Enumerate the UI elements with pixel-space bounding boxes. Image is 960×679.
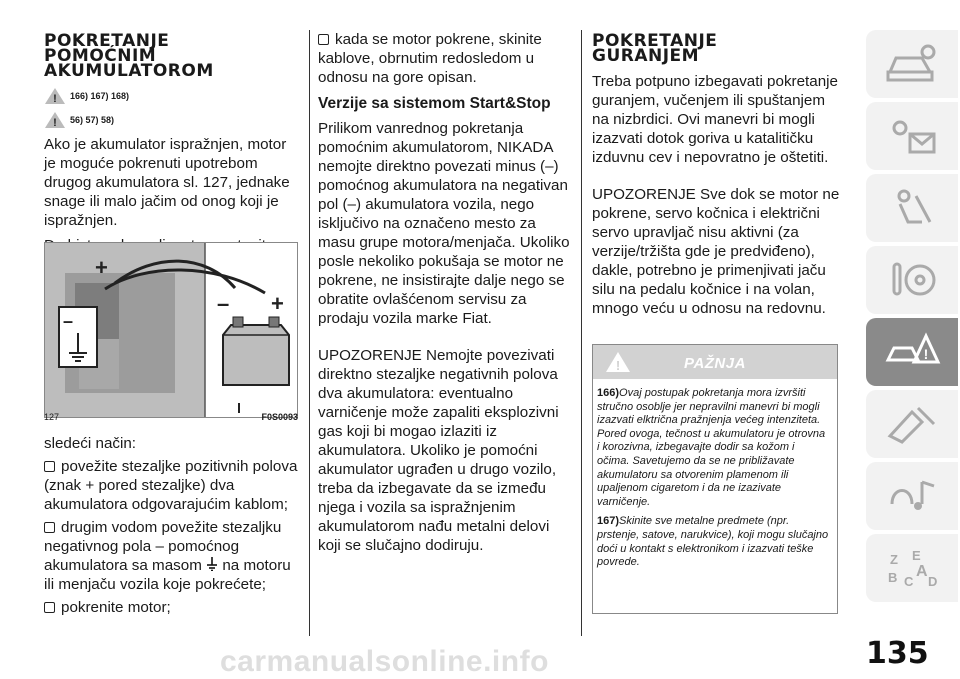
section-title: POKRETANJE POMOĆNIM AKUMULATOROM bbox=[44, 31, 214, 81]
svg-text:!: ! bbox=[53, 117, 57, 129]
paragraph: UPOZORENJE Nemojte povezivati direktno stezaljke negativnih polova dva akumulatora: eventualno varničenje može zapaliti eksplozivni gas koji bi mogao izlaziti iz akumulatora. Ukoliko je pomoćni akumulator ugrađen u drugo vozilo, treba da izbegavate da se između njega i vozila sa ispražnjenim akumulatorom nađu metalni delovi koji se slučajno dodiruju. bbox=[318, 347, 559, 554]
svg-text:–: – bbox=[63, 311, 74, 331]
bullet-item: kada se motor pokrene, skinite kablove, obrnutim redosledom u odnosu na gore opisan. bbox=[318, 31, 542, 86]
tab-multimedia[interactable] bbox=[866, 462, 958, 530]
bullet-item: drugim vodom povežite stezaljku negativnog pola – pomoćnog akumulatora sa masom na motoru ili menjaču vozila koje pokrećete; bbox=[44, 519, 291, 593]
warning-item: 166)Ovaj postupak pokretanja mora izvršiti stručno osoblje jer nepravilni manevri bi mogli izazvati elktrična pražnjenja većeg intenziteta. Pored ovoga, tečnost u akumulatoru je otrovna i korozivna, izbegavajte dodir sa kožom i očima. Savetujemo da se ne približavate akumulatoru sa otvorenim plamenom ili upaljenom cigaretom i da ne izazivate varničenje. bbox=[597, 387, 826, 508]
subsection-title: Verzije sa sistemom Start&Stop bbox=[318, 95, 551, 112]
svg-text:A: A bbox=[916, 563, 928, 580]
figure-caption bbox=[44, 412, 298, 422]
checkbox-bullet-icon bbox=[44, 602, 55, 613]
tab-emergency[interactable] bbox=[866, 318, 958, 386]
bullet-item: pokrenite motor; bbox=[44, 598, 302, 617]
warning-reference: ! 166) 167) 168) bbox=[44, 87, 300, 105]
page-number: 135 bbox=[866, 636, 929, 671]
bullet-item: povežite stezaljke pozitivnih polova (znak + pored stezaljke) dva akumulatora odgovarajućim kablom; bbox=[44, 458, 298, 513]
checkbox-bullet-icon bbox=[318, 34, 329, 45]
watermark: carmanualsonline.info bbox=[220, 645, 549, 678]
svg-text:!: ! bbox=[615, 358, 621, 373]
tab-index[interactable] bbox=[866, 534, 958, 602]
ground-symbol-icon bbox=[206, 557, 218, 571]
warning-box-header: ! PAŽNJA bbox=[593, 345, 837, 379]
seat-safety-icon bbox=[882, 186, 942, 230]
middle-column bbox=[318, 30, 570, 555]
chapter-tabs bbox=[866, 30, 960, 606]
section-title: POKRETANJE GURANJEM bbox=[592, 31, 718, 66]
steering-key-icon bbox=[882, 258, 942, 302]
column-divider bbox=[581, 30, 582, 636]
tab-car-dashboard[interactable] bbox=[866, 30, 958, 98]
paragraph: Prilikom vanrednog pokretanja pomoćnim akumulatorom, NIKADA nemojte direktno povezati minus (–) pomoćnog akumulatora na negativan pol (–) akumulatora vozila, nego isključivo na označeno mesto za masu grupe motora/menjača. Ukoliko posle nekoliko pokušaja se motor ne pokrene, ne insistirajte dalje nego se obratite ovlašćenom servisu za prodaju vozila marke Fiat. bbox=[318, 120, 570, 327]
right-column bbox=[592, 31, 842, 318]
svg-text:+: + bbox=[271, 291, 284, 316]
paragraph: Ako je akumulator ispražnjen, motor je moguće pokrenuti upotrebom drugog akumulatora sl. 127, jednake snage ili malo jačim od onog koji je ispražnjen. bbox=[44, 136, 290, 229]
paragraph: Treba potpuno izbegavati pokretanje guranjem, vučenjem ili spuštanjem na nizbrdici. Ovi manevri bi mogli izazvati dotok goriva u katalitičku izduvnu cev i nepovratno je oštetiti. bbox=[592, 73, 838, 166]
svg-text:–: – bbox=[217, 291, 230, 316]
index-letters-icon bbox=[882, 546, 942, 590]
figure-number: 127 bbox=[44, 412, 60, 422]
paragraph: UPOZORENJE Sve dok se motor ne pokrene, servo kočnica i električni servo upravljač nisu aktivni (za verzije/tržišta gde je predviđeno), dakle, potrebno je primenjivati jaču silu na pedalu kočnice i na volan, mnogo veću u odnosu na redovnu. bbox=[592, 186, 840, 317]
svg-text:C: C bbox=[904, 574, 914, 589]
svg-text:Z: Z bbox=[890, 552, 898, 567]
tab-warning-lights[interactable] bbox=[866, 102, 958, 170]
maintenance-icon bbox=[882, 402, 942, 446]
svg-text:!: ! bbox=[53, 93, 57, 105]
warning-lights-icon bbox=[882, 114, 942, 158]
multimedia-icon bbox=[882, 474, 942, 518]
car-dashboard-icon bbox=[882, 42, 942, 86]
paragraph: sledeći način: bbox=[44, 435, 137, 452]
left-column-continued bbox=[44, 434, 302, 617]
emergency-icon bbox=[882, 330, 942, 374]
svg-text:D: D bbox=[928, 574, 938, 589]
svg-text:B: B bbox=[888, 570, 898, 585]
column-divider bbox=[309, 30, 310, 636]
figure-code: F0S0093 bbox=[261, 412, 298, 422]
tab-steering-key[interactable] bbox=[866, 246, 958, 314]
tab-seat-safety[interactable] bbox=[866, 174, 958, 242]
warning-box bbox=[592, 344, 838, 614]
left-column bbox=[44, 0, 300, 255]
svg-text:+: + bbox=[95, 255, 108, 280]
checkbox-bullet-icon bbox=[44, 461, 55, 472]
warning-item: 167)Skinite sve metalne predmete (npr. prstenje, satove, narukvice), koji mogu slučajno doći u kontakt s elektronikom i izazvati teške povrede. bbox=[597, 515, 829, 569]
caution-triangle-icon bbox=[44, 111, 66, 129]
checkbox-bullet-icon bbox=[44, 522, 55, 533]
warning-triangle-icon bbox=[44, 87, 66, 105]
battery-jumper-figure bbox=[44, 242, 298, 418]
jumper-cable-illustration bbox=[45, 243, 297, 417]
svg-text:E: E bbox=[912, 548, 921, 563]
tab-maintenance[interactable] bbox=[866, 390, 958, 458]
svg-text:!: ! bbox=[923, 346, 929, 362]
caution-reference: ! 56) 57) 58) bbox=[44, 111, 300, 129]
